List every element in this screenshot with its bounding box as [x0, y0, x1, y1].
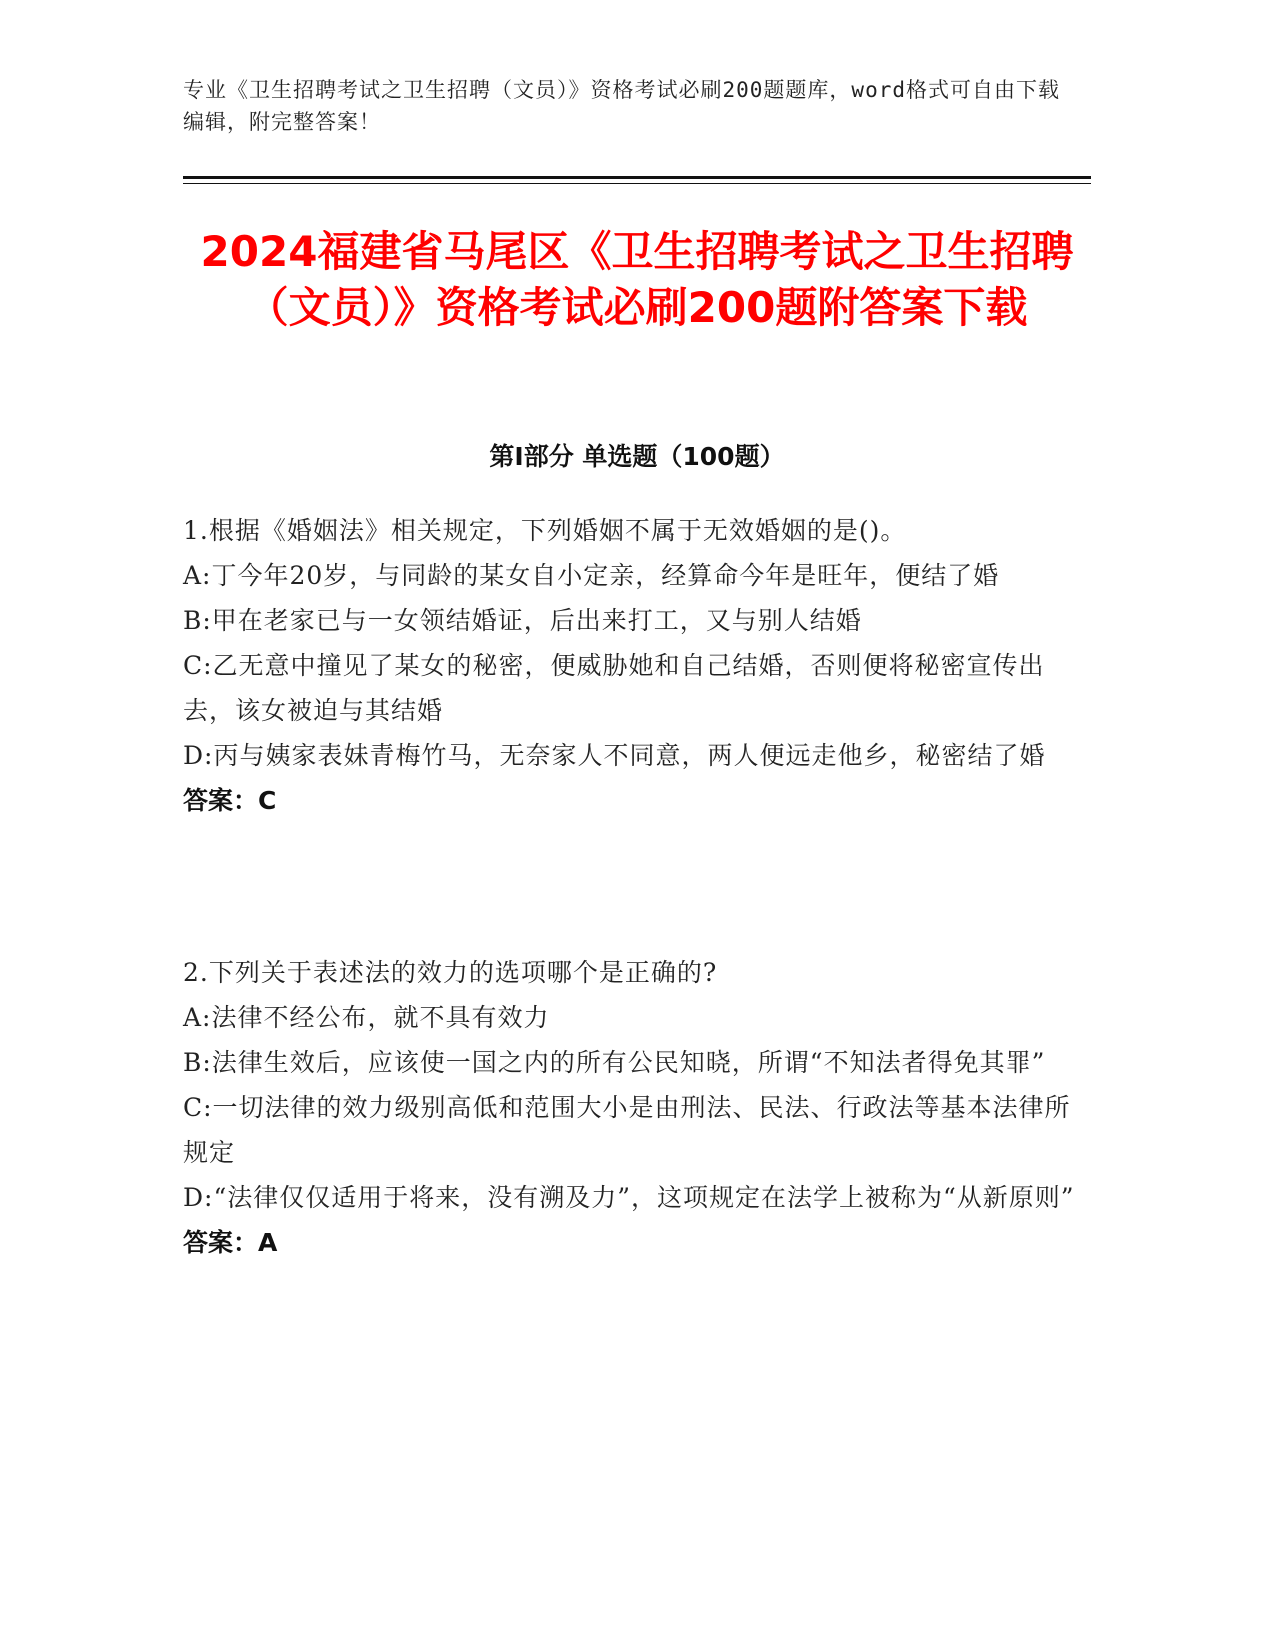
header-divider-thick: [183, 176, 1091, 179]
option-d: D:丙与姨家表妹青梅竹马，无奈家人不同意，两人便远走他乡，秘密结了婚: [183, 741, 1046, 770]
header-divider-thin: [183, 183, 1091, 184]
section-title: 第I部分 单选题（100题）: [489, 442, 785, 471]
question-stem: 1.根据《婚姻法》相关规定，下列婚姻不属于无效婚姻的是()。: [183, 516, 907, 545]
option-c: C:一切法律的效力级别高低和范围大小是由刑法、民法、行政法等基本法律所规定: [183, 1093, 1071, 1167]
option-a: A:丁今年20岁，与同龄的某女自小定亲，经算命今年是旺年，便结了婚: [183, 561, 1000, 590]
option-a: A:法律不经公布，就不具有效力: [183, 1003, 550, 1032]
document-title: 2024福建省马尾区《卫生招聘考试之卫生招聘（文员）》资格考试必刷200题附答案下载: [200, 227, 1074, 332]
option-d: D:“法律仅仅适用于将来，没有溯及力”，这项规定在法学上被称为“从新原则”: [183, 1183, 1075, 1212]
answer-label: 答案：C: [183, 786, 277, 815]
question-1: [183, 508, 1078, 823]
option-b: B:甲在老家已与一女领结婚证，后出来打工，又与别人结婚: [183, 606, 862, 635]
question-2: [183, 950, 1078, 1265]
answer-label: 答案：A: [183, 1228, 278, 1257]
option-b: B:法律生效后，应该使一国之内的所有公民知晓，所谓“不知法者得免其罪”: [183, 1048, 1046, 1077]
question-stem: 2.下列关于表述法的效力的选项哪个是正确的?: [183, 958, 718, 987]
option-c: C:乙无意中撞见了某女的秘密，便威胁她和自己结婚，否则便将秘密宣传出去，该女被迫与其结婚: [183, 651, 1045, 725]
header-note: 专业《卫生招聘考试之卫生招聘（文员）》资格考试必刷200题题库，word格式可自由下载编辑，附完整答案！: [183, 78, 1060, 134]
